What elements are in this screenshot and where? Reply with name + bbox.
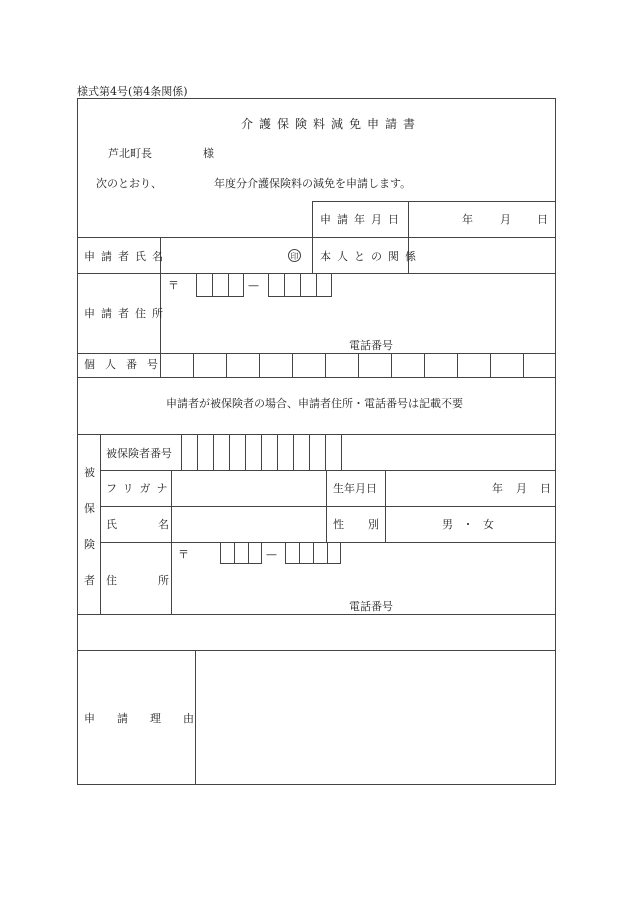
- divider: [100, 434, 101, 614]
- furigana-label: フリガナ: [106, 482, 174, 495]
- insured-postal-dash: —: [266, 548, 277, 561]
- date-label: 申請年月日: [320, 213, 405, 226]
- birth-year-unit: 年: [492, 482, 503, 495]
- insured-number-label: 被保険者番号: [106, 447, 172, 460]
- applicant-phone-field[interactable]: [400, 336, 550, 352]
- furigana-field[interactable]: [172, 471, 325, 505]
- personal-number-cell-divider: [325, 353, 326, 377]
- personal-number-cell-divider: [358, 353, 359, 377]
- divider: [228, 273, 229, 297]
- applicant-name-label: 申請者氏名: [84, 250, 169, 263]
- applicant-address-field[interactable]: [161, 298, 555, 338]
- insured-number-cell-divider: [213, 434, 214, 470]
- birth-day-unit: 日: [540, 482, 551, 495]
- personal-number-field[interactable]: [160, 353, 556, 377]
- insured-phone-label: 電話番号: [349, 600, 393, 613]
- date-day-unit: 日: [537, 213, 548, 226]
- insured-name-field[interactable]: [172, 507, 325, 541]
- reason-field[interactable]: [196, 651, 555, 784]
- insured-name-label-2: 名: [158, 518, 169, 531]
- postal-dash: —: [248, 279, 259, 292]
- birth-date-field[interactable]: [386, 471, 555, 505]
- insured-address-label-1: 住: [106, 574, 117, 587]
- personal-number-cell-divider: [193, 353, 194, 377]
- personal-number-cell-divider: [424, 353, 425, 377]
- form-number-label: 様式第4号(第4条関係): [77, 85, 188, 98]
- divider: [313, 542, 314, 564]
- divider: [212, 273, 213, 297]
- applicant-phone-label: 電話番号: [349, 339, 393, 352]
- form-title: 介護保険料減免申請書: [241, 117, 422, 131]
- personal-number-cell-divider: [391, 353, 392, 377]
- personal-number-cell-divider: [523, 353, 524, 377]
- insured-name-label-1: 氏: [106, 518, 117, 531]
- birth-date-label: 生年月日: [333, 482, 377, 495]
- insured-postal-mark: 〒: [178, 548, 189, 561]
- personal-number-cell-divider: [490, 353, 491, 377]
- date-year-unit: 年: [462, 213, 473, 226]
- insured-number-cell-divider: [277, 434, 278, 470]
- divider: [316, 273, 317, 297]
- seal-mark: 印: [288, 249, 301, 262]
- insured-number-cell-divider: [309, 434, 310, 470]
- relation-label: 本人との関係: [320, 250, 422, 263]
- divider: [327, 542, 328, 564]
- insured-group-label-1: 被: [84, 466, 95, 479]
- divider: [300, 273, 301, 297]
- honorific: 様: [203, 147, 214, 160]
- insured-number-field[interactable]: [181, 434, 341, 470]
- insured-group-label-4: 者: [84, 574, 95, 587]
- divider: [284, 273, 285, 297]
- insured-number-cell-divider: [261, 434, 262, 470]
- fiscal-year-field[interactable]: [170, 174, 212, 190]
- personal-number-cell-divider: [226, 353, 227, 377]
- intro-prefix: 次のとおり、: [96, 177, 162, 190]
- gender-options[interactable]: 男 ・ 女: [442, 518, 494, 531]
- divider: [299, 542, 300, 564]
- insured-group-label-3: 険: [84, 538, 95, 551]
- divider: [248, 542, 249, 564]
- reason-label: 申請理由: [84, 712, 216, 725]
- insured-number-cell-divider: [197, 434, 198, 470]
- divider: [312, 201, 313, 237]
- postal-mark: 〒: [168, 279, 179, 292]
- divider: [312, 237, 313, 273]
- divider: [77, 377, 556, 378]
- personal-number-cell-divider: [259, 353, 260, 377]
- personal-number-cell-divider: [457, 353, 458, 377]
- insured-number-cell-divider: [293, 434, 294, 470]
- insured-group-label-2: 保: [84, 502, 95, 515]
- intro-suffix: 年度分介護保険料の減免を申請します。: [214, 177, 412, 190]
- divider: [234, 542, 235, 564]
- date-month-unit: 月: [500, 213, 511, 226]
- addressee: 芦北町長: [108, 147, 152, 160]
- insured-address-field[interactable]: [172, 565, 555, 599]
- insured-phone-field[interactable]: [400, 597, 550, 613]
- relation-field[interactable]: [409, 238, 555, 272]
- applicant-name-field[interactable]: [161, 238, 286, 272]
- divider: [77, 614, 556, 615]
- birth-month-unit: 月: [516, 482, 527, 495]
- divider: [100, 506, 556, 507]
- insured-number-cell-divider: [229, 434, 230, 470]
- insured-postal-first-field[interactable]: [220, 542, 262, 564]
- insured-number-cell-divider: [341, 434, 342, 470]
- postal-code-first-field[interactable]: [196, 273, 244, 297]
- applicant-address-label: 申請者住所: [84, 307, 169, 320]
- insured-number-cell-divider: [245, 434, 246, 470]
- gender-label-2: 別: [368, 518, 379, 531]
- insured-address-label-2: 所: [158, 574, 169, 587]
- note-text: 申請者が被保険者の場合、申請者住所・電話番号は記載不要: [166, 397, 463, 410]
- gender-label-1: 性: [333, 518, 344, 531]
- personal-number-label: 個人番号: [84, 358, 168, 371]
- insured-number-cell-divider: [325, 434, 326, 470]
- personal-number-cell-divider: [292, 353, 293, 377]
- application-date-field[interactable]: [409, 202, 555, 236]
